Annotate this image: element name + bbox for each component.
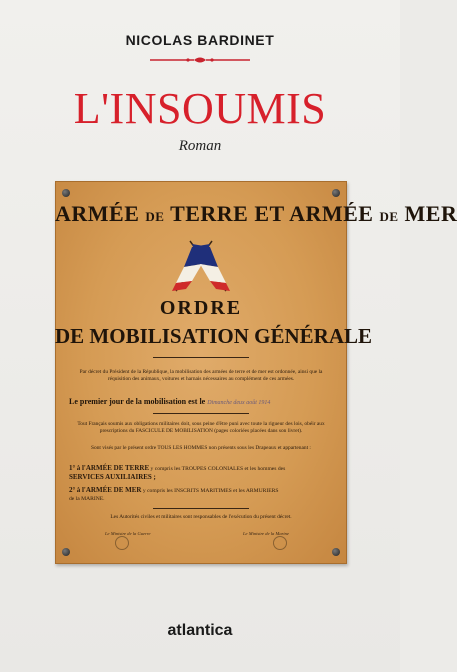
poster-heading: ARMÉE DE TERRE ET ARMÉE DE MER — [55, 201, 457, 226]
ornament-divider — [148, 55, 252, 65]
pin-icon — [62, 189, 70, 197]
army-line-1: 1° à l'ARMÉE DE TERRE y compris les TROUPES COLONIALES et les hommes des — [69, 464, 286, 472]
poster-ordre: ORDRE — [159, 297, 243, 319]
signature-right: Le Ministre de la Marine — [243, 531, 290, 536]
concerned-text: Sont visés par le présent ordre TOUS LES HOMMES non présents sous les Drapeaux et appartenant : — [91, 445, 311, 451]
obligation-text: Tout Français soumis aux obligations militaires doit, sous peine d'être puni avec toute la rigueur des lois, obéir aux prescriptions du FASCICULE DE MOBILISATION (pages coloriées placées dans son livret). — [77, 421, 325, 434]
book-title: L'INSOUMIS — [73, 84, 327, 133]
poster-mobilisation: DE MOBILISATION GÉNÉRALE — [55, 324, 373, 348]
mobilization-poster — [55, 181, 457, 564]
pin-icon — [332, 189, 340, 197]
authorities-text: Les Autorités civiles et militaires sont responsables de l'exécution du présent décret. — [110, 514, 292, 520]
army-line-1-cont: SERVICES AUXILIAIRES ; — [69, 473, 156, 481]
decree-text: Par décret du Président de la République, la mobilisation des armées de terre et de mer est ordonnée, ainsi que la réquisition des animaux, voitures et harnais nécessaires au complément de ces armées. — [79, 369, 323, 382]
army-line-2: 2° à l'ARMÉE DE MER y compris les INSCRITS MARITIMES et les ARMURIERS — [69, 486, 279, 494]
publisher-logo: atlantica — [167, 622, 233, 639]
divider — [153, 413, 249, 414]
divider — [153, 357, 249, 358]
pin-icon — [62, 548, 70, 556]
signature-left: Le Ministre de la Guerre — [105, 531, 151, 536]
stamp-icon — [273, 536, 287, 550]
divider — [153, 508, 249, 509]
army-line-2-cont: de la MARINE. — [69, 496, 105, 502]
author-name: NICOLAS BARDINET — [125, 32, 275, 48]
stamp-icon — [115, 536, 129, 550]
crossed-flags-icon — [162, 237, 240, 293]
pin-icon — [332, 548, 340, 556]
book-subtitle: Roman — [178, 138, 222, 154]
first-day-line: Le premier jour de la mobilisation est le Dimanche deux août 1914 — [69, 397, 271, 406]
